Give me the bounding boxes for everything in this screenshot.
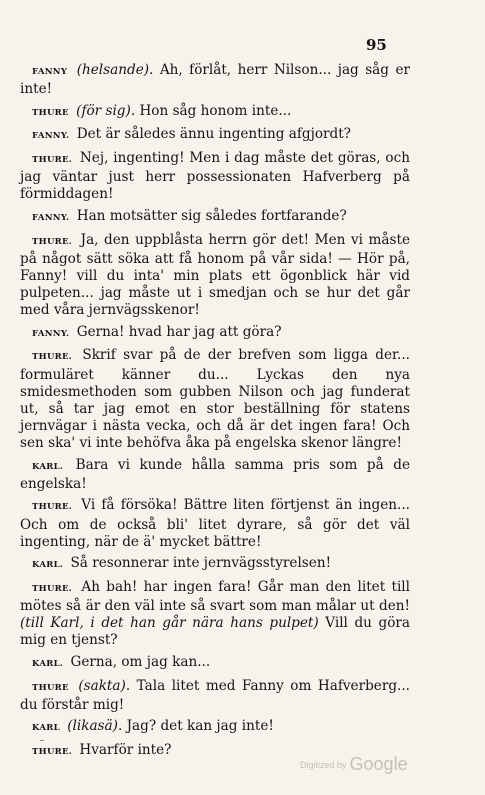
speaker-name: KARL. (32, 461, 64, 472)
speaker-name: THURE. (32, 583, 73, 594)
speech-line (20, 497, 410, 550)
speech-line (20, 62, 410, 98)
speaker-name: THURE (32, 682, 69, 693)
dialogue-text: Vill du göra mig en tjenst? (20, 615, 410, 649)
dialogue-text: . Jag? det kan jag inte! (117, 718, 274, 735)
play-text (20, 62, 410, 766)
stage-direction: (helsande) (76, 62, 150, 78)
speech-line (20, 347, 410, 452)
speaker-name: THURE (32, 107, 69, 118)
speech-line (20, 208, 410, 227)
speech-line (20, 457, 410, 493)
watermark-brand: Google (349, 754, 408, 774)
dialogue-text: Ja, den uppblåsta herrn gör det! Men vi måste på något sätt söka att få honom på vår sida! — Hör på, Fanny! vill du inta' min plats ett ögonblick här vid pulpeten... jag måste ut i smedjan och se hur det går med våra jernvägsskenor! (20, 231, 410, 319)
page-number: 95 (366, 36, 387, 54)
speaker-name: KARL. (32, 560, 64, 571)
speaker-name: THURE. (32, 502, 73, 513)
speech-line (20, 654, 410, 673)
dialogue-text: Han motsätter sig således fortfarande? (72, 208, 347, 225)
speaker-name: THURE. (32, 236, 73, 247)
margin-mark (40, 740, 44, 741)
digitized-watermark (300, 754, 408, 775)
stage-direction: (till Karl, i det han går nära hans pulpet) (20, 615, 319, 632)
dialogue-text: Så resonnerar inte jernvägsstyrelsen! (66, 555, 332, 572)
speech-line (20, 324, 410, 343)
speaker-name: KARL. (32, 658, 64, 669)
speaker-name: THURE. (32, 352, 73, 363)
speaker-name: FANNY. (32, 328, 70, 339)
stage-direction: (sakta) (78, 677, 126, 694)
dialogue-text: Vi få försöka! Bättre liten förtjenst än ingen... Och om de också bli' litet dyrare, så gör det väl ingenting, när de ä' mycket bättre! (20, 497, 410, 550)
dialogue-text: Ah bah! har ingen fara! Går man den litet till mötes så är den väl inte så svart som man målar ut den! (20, 578, 410, 615)
stage-direction: (för sig) (76, 102, 131, 119)
watermark-prefix: Digitized by (300, 760, 347, 770)
dialogue-text: Det är således ännu ingenting afgjordt? (72, 126, 351, 143)
speech-line (20, 579, 410, 649)
speaker-name: FANNY. (32, 131, 70, 142)
speech-line (20, 555, 410, 574)
speaker-name: THURE. (32, 747, 73, 758)
speech-line (20, 678, 410, 714)
speaker-name: FANNY (32, 67, 68, 77)
dialogue-text: Gerna! hvad har jag att göra? (72, 323, 282, 340)
dialogue-text: Skrif svar på de der brefven som ligga der... formuläret känner du... Lyckas den nya smidesmethoden som gubben Nilson och jag funderat ut, så tar jag emot en stor beställning för statens jernvägar i nästa vecka, och då är det ingen fara! Och sen ska' vi inte behöfva åka på engelska skenor längre! (20, 347, 410, 451)
speech-line (20, 126, 410, 145)
dialogue-text: Nej, ingenting! Men i dag måste det göras, och jag väntar just herr possessionaten Hafverberg på förmiddagen! (20, 150, 410, 203)
dialogue-text: Gerna, om jag kan... (66, 653, 211, 670)
speaker-name: KARL (32, 723, 60, 734)
dialogue-text: Bara vi kunde hålla samma pris som på de engelska! (20, 456, 410, 492)
speech-line (20, 103, 410, 122)
speech-line (20, 150, 410, 203)
stage-direction: (likasä) (67, 718, 118, 735)
dialogue-text: . Tala litet med Fanny om Hafverberg... du förstår mig! (20, 677, 410, 713)
dialogue-text: . Hon såg honom inte... (130, 102, 292, 119)
speech-line (20, 718, 410, 737)
speech-line (20, 232, 410, 319)
speaker-name: FANNY. (32, 213, 70, 224)
dialogue-text: . Ah, förlåt, herr Nilson... jag såg er inte! (20, 62, 410, 98)
speaker-name: THURE. (32, 155, 73, 166)
dialogue-text: Hvarför inte? (75, 742, 172, 759)
